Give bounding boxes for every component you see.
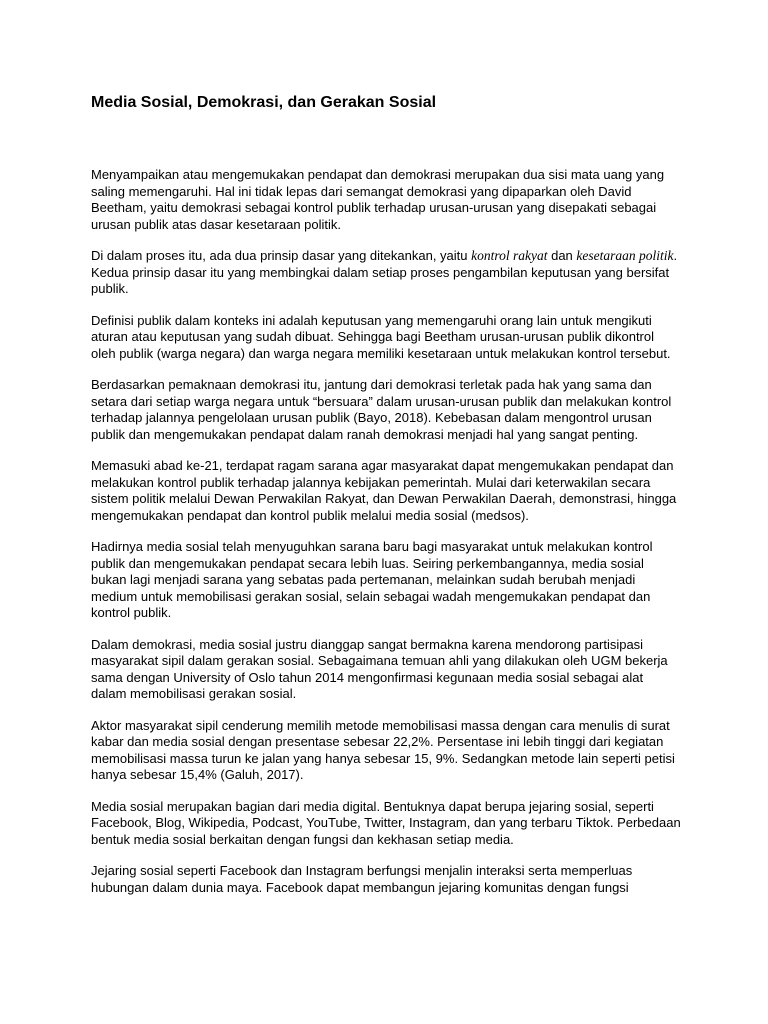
paragraph-4: Berdasarkan pemaknaan demokrasi itu, jantung dari demokrasi terletak pada hak yang sama dan setara dari setiap warga negara untuk “bersuara” dalam urusan-urusan publik dan melakukan kontrol terhadap jalannya pengelolaan urusan publik (Bayo, 2018). Kebebasan dalam mengontrol urusan publik dan mengemukakan pendapat dalam ranah demokrasi menjadi hal yang sangat penting. (91, 377, 672, 442)
paragraph-8: Aktor masyarakat sipil cenderung memilih metode memobilisasi massa dengan cara menulis di surat kabar dan media sosial dengan presentase sebesar 22,2%. Persentase ini lebih tinggi dari kegiatan memobilisasi massa turun ke jalan yang hanya sebesar 15, 9%. Sedangkan metode lain seperti petisi hanya sebesar 15,4% (Galuh, 2017). (91, 717, 675, 782)
paragraph-1: Menyampaikan atau mengemukakan pendapat dan demokrasi merupakan dua sisi mata uang yang saling memengaruhi. Hal ini tidak lepas dari semangat demokrasi yang dipaparkan oleh David Beetham, yaitu demokrasi sebagai kontrol publik terhadap urusan-urusan yang disepakati sebagai urusan publik atas dasar kesetaraan politik. (91, 167, 665, 232)
paragraph-3: Definisi publik dalam konteks ini adalah keputusan yang memengaruhi orang lain untuk mengikuti aturan atau keputusan yang sudah dibuat. Sehingga bagi Beetham urusan-urusan publik dikontrol oleh publik (warga negara) dan warga negara memiliki kesetaraan untuk melakukan kontrol tersebut. (91, 312, 671, 361)
paragraph-5: Memasuki abad ke-21, terdapat ragam sarana agar masyarakat dapat mengemukakan pendapat dan melakukan kontrol publik terhadap jalannya kebijakan pemerintah. Mulai dari keterwakilan secara sistem politik melalui Dewan Perwakilan Rakyat, dan Dewan Perwakilan Daerah, demonstrasi, hingga mengemukakan pendapat dan kontrol publik melalui media sosial (medsos). (91, 458, 677, 523)
paragraph-10: Jejaring sosial seperti Facebook dan Instagram berfungsi menjalin interaksi serta memperluas hubungan dalam dunia maya. Facebook dapat membangun jejaring komunitas dengan fungsi (91, 863, 633, 895)
article-body (91, 167, 681, 911)
paragraph-9: Media sosial merupakan bagian dari media digital. Bentuknya dapat berupa jejaring sosial, seperti Facebook, Blog, Wikipedia, Podcast, YouTube, Twitter, Instagram, dan yang terbaru Tiktok. Perbedaan bentuk media sosial berkaitan dengan fungsi dan kekhasan setiap media. (91, 798, 681, 847)
term-kontrol-rakyat: kontrol rakyat (471, 248, 548, 263)
page-title: Media Sosial, Demokrasi, dan Gerakan Sosial (91, 94, 437, 111)
term-kesetaraan-politik: kesetaraan politik (576, 248, 674, 263)
paragraph-2-text-start: Di dalam proses itu, ada dua prinsip dasar yang ditekankan, yaitu (91, 248, 472, 263)
paragraph-7: Dalam demokrasi, media sosial justru dianggap sangat bermakna karena mendorong partisipasi masyarakat sipil dalam gerakan sosial. Sebagaimana temuan ahli yang dilakukan oleh UGM bekerja sama dengan University of Oslo tahun 2014 mengonfirmasi kegunaan media sosial sebagai alat dalam memobilisasi gerakan sosial. (91, 636, 668, 701)
paragraph-2-text-end: . Kedua prinsip dasar itu yang membingkai dalam setiap proses pengambilan keputusan yang bersifat publik. (91, 248, 678, 296)
paragraph-2 (91, 248, 681, 298)
paragraph-2-text-between: dan (547, 248, 577, 263)
paragraph-6: Hadirnya media sosial telah menyuguhkan sarana baru bagi masyarakat untuk melakukan kontrol publik dan mengemukakan pendapat secara lebih luas. Seiring perkembangannya, media sosial bukan lagi menjadi sarana yang sebatas pada pertemanan, melainkan sudah berubah menjadi medium untuk memobilisasi gerakan sosial, selain sebagai wadah mengemukakan pendapat dan kontrol publik. (91, 539, 653, 620)
